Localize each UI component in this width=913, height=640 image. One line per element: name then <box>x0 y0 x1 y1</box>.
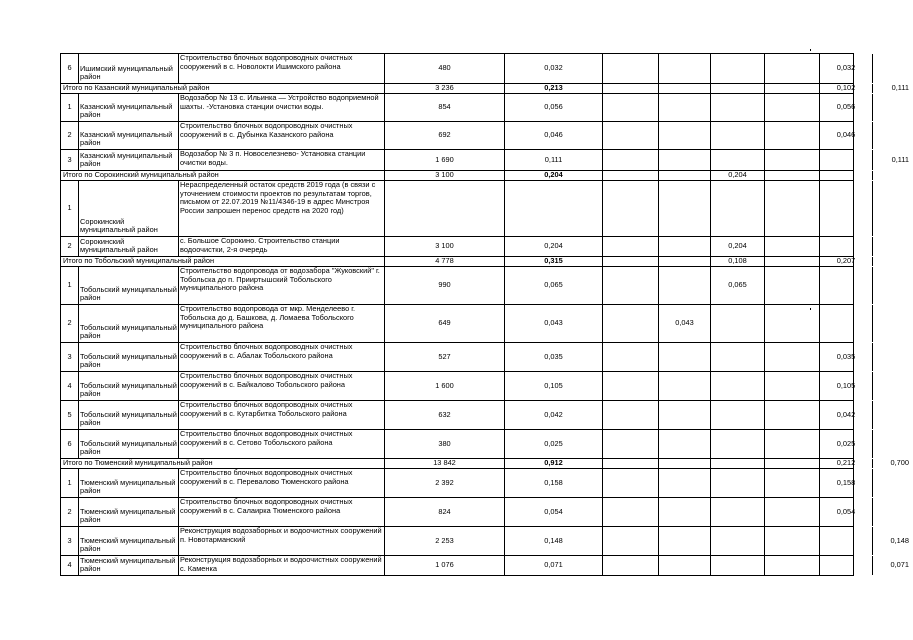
value-cell-8: 0,148 <box>890 535 909 545</box>
value-cell-6 <box>765 267 820 304</box>
row-number: 1 <box>61 469 79 497</box>
district-name: Ишимский муниципальный район <box>79 54 179 83</box>
value-cell-7 <box>820 150 873 170</box>
scan-mark <box>810 308 811 310</box>
value-cell-8: 0,111 <box>891 154 909 164</box>
value-cell-5 <box>711 469 765 497</box>
value-cell-4 <box>659 401 711 429</box>
value-cell-8 <box>873 171 913 180</box>
project-description: Строительство блочных водопроводных очистных сооружений в с. Байкалово Тобольского района <box>179 372 385 400</box>
district-name: Тюменский муниципальный район <box>79 498 179 526</box>
value-cell-1: 1 076 <box>385 556 505 575</box>
value-cell-2: 0,035 <box>505 343 603 371</box>
value-cell-1: 3 236 <box>385 84 505 93</box>
table-row <box>60 94 854 122</box>
project-description: Строительство водопровода от водозабора "Жуковский" г. Тобольска до п. Прииртышский Тобольского муниципального района <box>179 267 385 304</box>
value-cell-7 <box>820 305 873 342</box>
table-row <box>60 343 854 372</box>
value-cell-5 <box>711 372 765 400</box>
value-cell-4 <box>659 498 711 526</box>
value-cell-3 <box>603 94 659 121</box>
value-cell-7: 0,056 <box>820 94 873 121</box>
table-row <box>60 181 854 237</box>
value-cell-5: 0,204 <box>711 171 765 180</box>
project-description: Реконструкция водозаборных и водоочистных сооружений п. Новотарманский <box>179 527 385 555</box>
row-number: 2 <box>61 237 79 256</box>
value-cell-7: 0,032 <box>820 54 873 83</box>
value-cell-5 <box>711 459 765 468</box>
value-cell-3 <box>603 257 659 266</box>
value-cell-8 <box>873 305 913 342</box>
total-label: Итого по Казанский муниципальный район <box>61 84 385 93</box>
project-description: Водозабор № 13 с. Ильинка — Устройство водоприемной шахты. -Установка станции очистки воды. <box>179 94 385 121</box>
table-row <box>60 53 854 84</box>
scan-mark <box>810 49 811 51</box>
value-cell-5 <box>711 556 765 575</box>
value-cell-8 <box>873 94 913 121</box>
value-cell-8 <box>873 401 913 429</box>
value-cell-2: 0,315 <box>505 257 603 266</box>
value-cell-8: 0,071 <box>890 560 909 570</box>
value-cell-3 <box>603 401 659 429</box>
project-description: Строительство блочных водопроводных очистных сооружений в с. Салаирка Тюменского района <box>179 498 385 526</box>
value-cell-2: 0,042 <box>505 401 603 429</box>
value-cell-1: 13 842 <box>385 459 505 468</box>
value-cell-5: 0,204 <box>711 237 765 256</box>
value-cell-7: 0,158 <box>820 469 873 497</box>
value-cell-5 <box>711 54 765 83</box>
value-cell-8 <box>873 343 913 371</box>
value-cell-2: 0,204 <box>505 237 603 256</box>
value-cell-4 <box>659 171 711 180</box>
value-cell-6 <box>765 181 820 236</box>
value-cell-3 <box>603 372 659 400</box>
value-cell-4 <box>659 237 711 256</box>
value-cell-4 <box>659 54 711 83</box>
value-cell-1: 1 690 <box>385 150 505 170</box>
value-cell-1 <box>385 181 505 236</box>
value-cell-6 <box>765 122 820 149</box>
value-cell-3 <box>603 556 659 575</box>
value-cell-6 <box>765 305 820 342</box>
value-cell-6 <box>765 401 820 429</box>
project-description: Строительство водопровода от мкр. Менделеево г. Тобольска до д. Башкова, д. Ломаева Тобольского муниципального района <box>179 305 385 342</box>
value-cell-7: 0,207 <box>820 257 873 266</box>
value-cell-6 <box>765 171 820 180</box>
value-cell-2: 0,148 <box>505 527 603 555</box>
value-cell-6 <box>765 556 820 575</box>
value-cell-2: 0,025 <box>505 430 603 458</box>
value-cell-6 <box>765 237 820 256</box>
value-cell-4 <box>659 94 711 121</box>
table-row <box>60 372 854 401</box>
value-cell-2: 0,046 <box>505 122 603 149</box>
value-cell-7 <box>820 556 873 575</box>
value-cell-4 <box>659 84 711 93</box>
value-cell-8 <box>873 237 913 256</box>
value-cell-4 <box>659 556 711 575</box>
value-cell-5 <box>711 122 765 149</box>
value-cell-3 <box>603 498 659 526</box>
value-cell-3 <box>603 305 659 342</box>
value-cell-3 <box>603 150 659 170</box>
value-cell-8: 0,700 <box>890 458 909 468</box>
value-cell-7: 0,105 <box>820 372 873 400</box>
district-name: Тюменский муниципальный район <box>79 527 179 555</box>
value-cell-6 <box>765 343 820 371</box>
district-name: Тобольский муниципальный район <box>79 430 179 458</box>
value-cell-8 <box>873 257 913 266</box>
value-cell-1: 2 392 <box>385 469 505 497</box>
total-label: Итого по Сорокинский муниципальный район <box>61 171 385 180</box>
value-cell-7: 0,046 <box>820 122 873 149</box>
table-row <box>60 469 854 498</box>
value-cell-3 <box>603 122 659 149</box>
value-cell-5: 0,065 <box>711 267 765 304</box>
value-cell-2: 0,043 <box>505 305 603 342</box>
budget-table <box>60 53 909 576</box>
value-cell-1: 990 <box>385 267 505 304</box>
value-cell-4 <box>659 257 711 266</box>
value-cell-1: 649 <box>385 305 505 342</box>
value-cell-1: 3 100 <box>385 171 505 180</box>
value-cell-2: 0,065 <box>505 267 603 304</box>
value-cell-2: 0,204 <box>505 171 603 180</box>
value-cell-7: 0,212 <box>820 459 873 468</box>
value-cell-3 <box>603 171 659 180</box>
value-cell-3 <box>603 54 659 83</box>
project-description: Строительство блочных водопроводных очистных сооружений в с. Дубынка Казанского района <box>179 122 385 149</box>
value-cell-3 <box>603 459 659 468</box>
value-cell-4 <box>659 267 711 304</box>
district-name: Казанский муниципальный район <box>79 94 179 121</box>
value-cell-7: 0,102 <box>820 84 873 93</box>
project-description: Строительство блочных водопроводных очистных сооружений в с. Перевалово Тюменского района <box>179 469 385 497</box>
row-number: 1 <box>61 94 79 121</box>
value-cell-1: 1 600 <box>385 372 505 400</box>
value-cell-6 <box>765 469 820 497</box>
value-cell-4 <box>659 527 711 555</box>
value-cell-6 <box>765 498 820 526</box>
value-cell-2: 0,105 <box>505 372 603 400</box>
value-cell-1: 480 <box>385 54 505 83</box>
value-cell-2: 0,111 <box>505 150 603 170</box>
value-cell-3 <box>603 527 659 555</box>
value-cell-1: 854 <box>385 94 505 121</box>
value-cell-4 <box>659 430 711 458</box>
district-name: Казанский муниципальный район <box>79 122 179 149</box>
value-cell-5 <box>711 343 765 371</box>
row-number: 2 <box>61 498 79 526</box>
district-name: Тобольский муниципальный район <box>79 343 179 371</box>
row-number: 3 <box>61 150 79 170</box>
value-cell-8 <box>873 181 913 236</box>
table-row <box>60 122 854 150</box>
value-cell-2: 0,032 <box>505 54 603 83</box>
value-cell-1: 824 <box>385 498 505 526</box>
value-cell-3 <box>603 430 659 458</box>
district-name: Казанский муниципальный район <box>79 150 179 170</box>
value-cell-3 <box>603 469 659 497</box>
row-number: 4 <box>61 556 79 575</box>
value-cell-7 <box>820 267 873 304</box>
row-number: 5 <box>61 401 79 429</box>
table-row <box>60 555 909 576</box>
project-description: Реконструкция водозаборных и водоочистных сооружений с. Каменка <box>179 556 385 575</box>
row-number: 3 <box>61 343 79 371</box>
table-row <box>60 430 854 459</box>
value-cell-1: 380 <box>385 430 505 458</box>
table-row <box>60 526 909 556</box>
value-cell-3 <box>603 267 659 304</box>
district-name: Тобольский муниципальный район <box>79 372 179 400</box>
value-cell-5 <box>711 181 765 236</box>
district-name: Тобольский муниципальный район <box>79 305 179 342</box>
value-cell-7 <box>820 527 873 555</box>
table-row <box>60 498 854 527</box>
value-cell-1: 3 100 <box>385 237 505 256</box>
row-number: 6 <box>61 430 79 458</box>
value-cell-6 <box>765 84 820 93</box>
table-row <box>60 149 909 171</box>
value-cell-6 <box>765 372 820 400</box>
value-cell-7: 0,042 <box>820 401 873 429</box>
row-number: 2 <box>61 305 79 342</box>
value-cell-5 <box>711 150 765 170</box>
value-cell-8 <box>873 430 913 458</box>
district-name: Сорокинский муниципальный район <box>79 237 179 256</box>
district-name: Сорокинский муниципальный район <box>79 181 179 236</box>
value-cell-4 <box>659 469 711 497</box>
row-number: 3 <box>61 527 79 555</box>
value-cell-4 <box>659 181 711 236</box>
project-description: Водозабор № 3 п. Новоселезнево- Установка станции очистки воды. <box>179 150 385 170</box>
value-cell-5 <box>711 498 765 526</box>
value-cell-6 <box>765 54 820 83</box>
value-cell-3 <box>603 84 659 93</box>
value-cell-3 <box>603 237 659 256</box>
project-description: с. Большое Сорокино. Строительство станции водоочистки, 2-я очередь <box>179 237 385 256</box>
total-label: Итого по Тюменский муниципальный район <box>61 459 385 468</box>
value-cell-8 <box>873 372 913 400</box>
value-cell-2 <box>505 181 603 236</box>
value-cell-5 <box>711 527 765 555</box>
value-cell-8 <box>873 54 913 83</box>
value-cell-8 <box>873 122 913 149</box>
value-cell-5 <box>711 305 765 342</box>
value-cell-8 <box>873 469 913 497</box>
value-cell-2: 0,158 <box>505 469 603 497</box>
row-number: 6 <box>61 54 79 83</box>
value-cell-5 <box>711 84 765 93</box>
value-cell-4 <box>659 343 711 371</box>
district-name: Тюменский муниципальный район <box>79 469 179 497</box>
value-cell-2: 0,071 <box>505 556 603 575</box>
project-description: Нераспределенный остаток средств 2019 года (в связи с уточнением стоимости проектов по результатам торгов, письмом от 22.07.2019 №11/4346-19 в адрес Минстроя России запрошен перенос средств на 2020 год) <box>179 181 385 236</box>
value-cell-2: 0,912 <box>505 459 603 468</box>
project-description: Строительство блочных водопроводных очистных сооружений в с. Кутарбитка Тобольского района <box>179 401 385 429</box>
value-cell-7: 0,054 <box>820 498 873 526</box>
table-row <box>60 267 854 305</box>
value-cell-2: 0,213 <box>505 84 603 93</box>
value-cell-3 <box>603 181 659 236</box>
project-description: Строительство блочных водопроводных очистных сооружений в с. Сетово Тобольского района <box>179 430 385 458</box>
district-name: Тюменский муниципальный район <box>79 556 179 575</box>
value-cell-8 <box>873 498 913 526</box>
value-cell-7 <box>820 171 873 180</box>
value-cell-8 <box>873 267 913 304</box>
value-cell-4 <box>659 372 711 400</box>
value-cell-6 <box>765 150 820 170</box>
value-cell-7: 0,025 <box>820 430 873 458</box>
value-cell-4: 0,043 <box>659 305 711 342</box>
value-cell-6 <box>765 459 820 468</box>
value-cell-5 <box>711 94 765 121</box>
total-label: Итого по Тобольский муниципальный район <box>61 257 385 266</box>
value-cell-6 <box>765 94 820 121</box>
value-cell-1: 632 <box>385 401 505 429</box>
value-cell-6 <box>765 527 820 555</box>
value-cell-8: 0,111 <box>891 83 909 93</box>
value-cell-1: 692 <box>385 122 505 149</box>
table-row <box>60 401 854 430</box>
value-cell-7 <box>820 237 873 256</box>
value-cell-6 <box>765 257 820 266</box>
table-row <box>60 237 854 257</box>
value-cell-2: 0,054 <box>505 498 603 526</box>
value-cell-5 <box>711 401 765 429</box>
value-cell-7: 0,035 <box>820 343 873 371</box>
value-cell-2: 0,056 <box>505 94 603 121</box>
value-cell-4 <box>659 122 711 149</box>
value-cell-6 <box>765 430 820 458</box>
project-description: Строительство блочных водопроводных очистных сооружений в с. Абалак Тобольского района <box>179 343 385 371</box>
row-number: 2 <box>61 122 79 149</box>
row-number: 4 <box>61 372 79 400</box>
value-cell-3 <box>603 343 659 371</box>
table-row <box>60 305 854 343</box>
row-number: 1 <box>61 181 79 236</box>
value-cell-1: 4 778 <box>385 257 505 266</box>
value-cell-1: 2 253 <box>385 527 505 555</box>
district-name: Тобольский муниципальный район <box>79 267 179 304</box>
row-number: 1 <box>61 267 79 304</box>
district-name: Тобольский муниципальный район <box>79 401 179 429</box>
value-cell-7 <box>820 181 873 236</box>
value-cell-5: 0,108 <box>711 257 765 266</box>
value-cell-1: 527 <box>385 343 505 371</box>
value-cell-5 <box>711 430 765 458</box>
project-description: Строительство блочных водопроводных очистных сооружений в с. Новолокти Ишимского района <box>179 54 385 83</box>
value-cell-4 <box>659 150 711 170</box>
value-cell-4 <box>659 459 711 468</box>
